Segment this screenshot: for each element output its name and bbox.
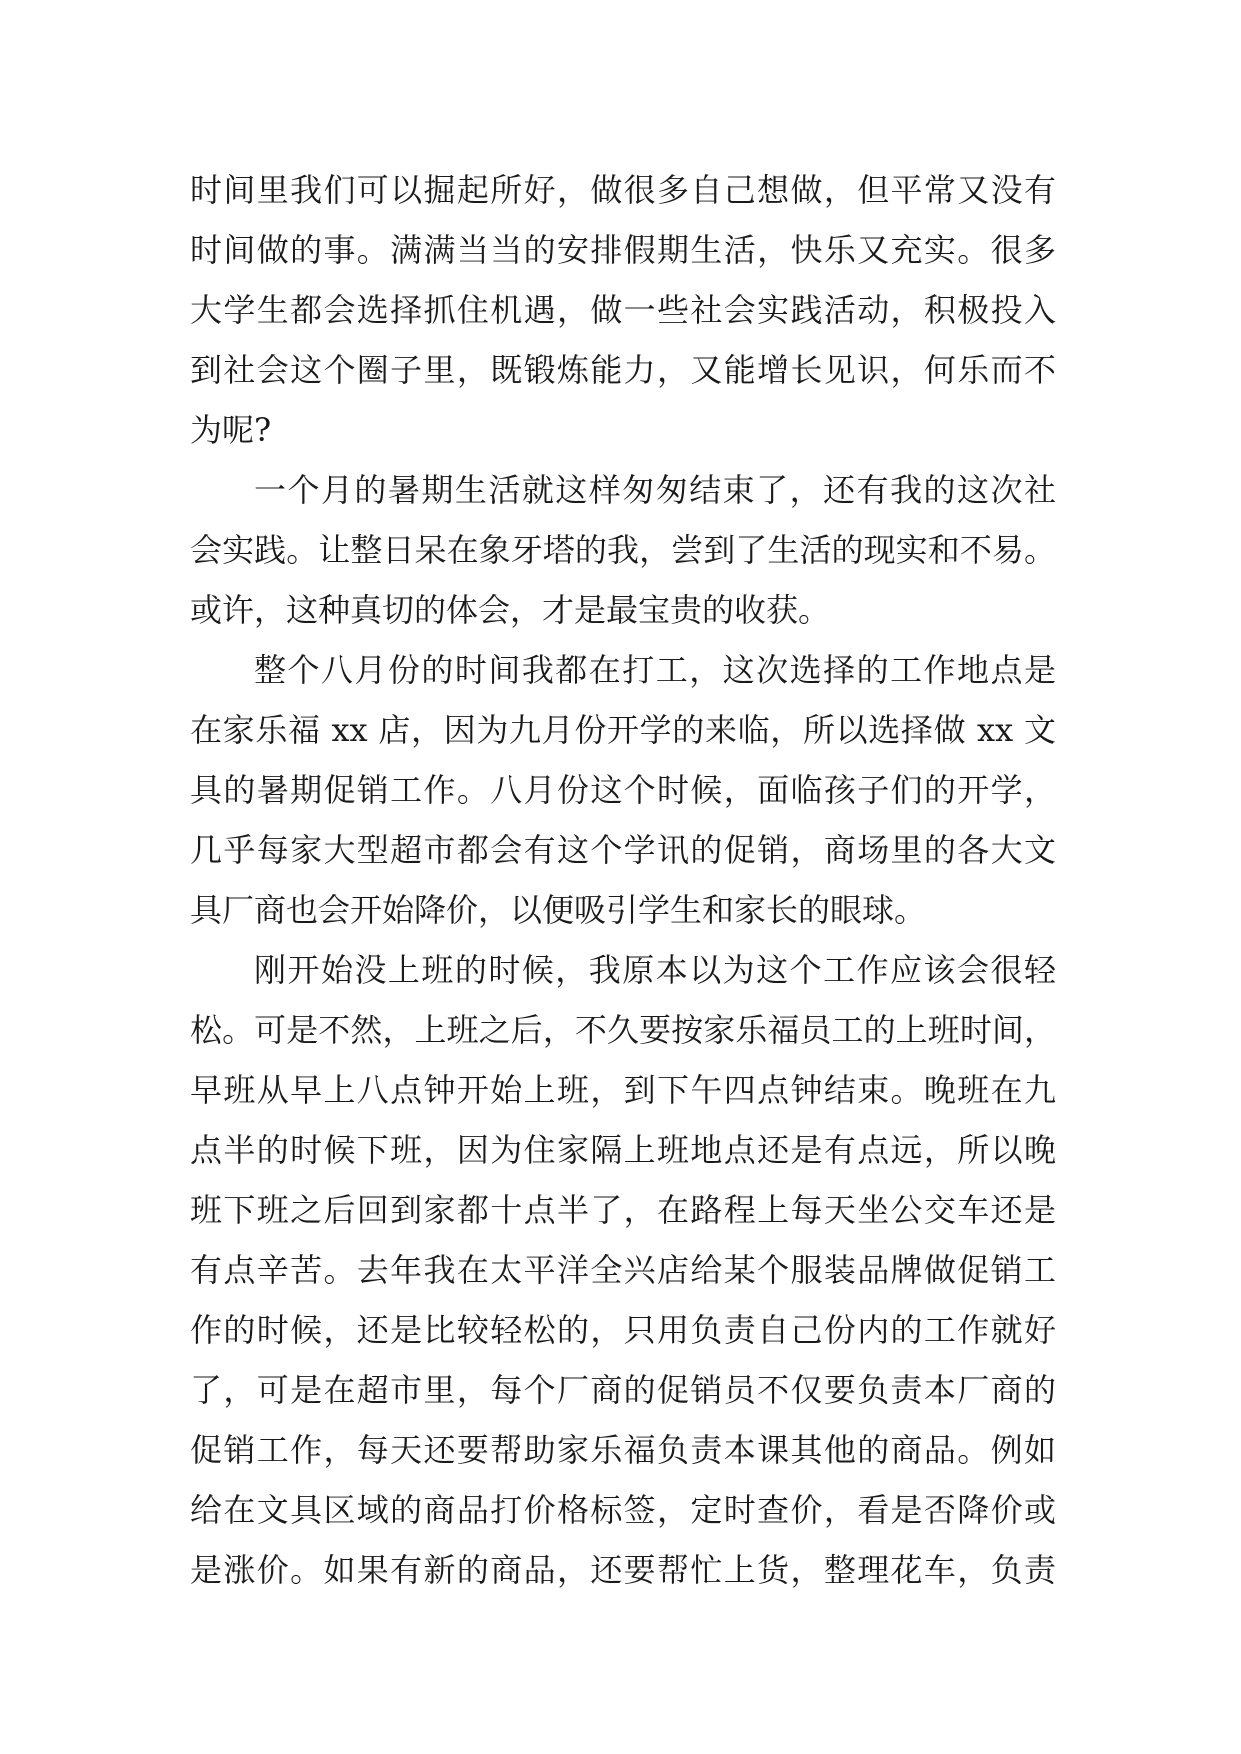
paragraph-line: 班下班之后回到家都十点半了，在路程上每天坐公交车还是 <box>190 1191 1056 1229</box>
paragraph-line: 早班从早上八点钟开始上班，到下午四点钟结束。晚班在九 <box>190 1071 1056 1109</box>
paragraph-line: 在家乐福 xx 店，因为九月份开学的来临，所以选择做 xx 文 <box>190 711 1056 749</box>
paragraph-line: 为呢? <box>190 411 272 449</box>
paragraph-line: 到社会这个圈子里，既锻炼能力，又能增长见识，何乐而不 <box>190 351 1056 389</box>
paragraph-first-line: 一个月的暑期生活就这样匆匆结束了，还有我的这次社 <box>254 471 1056 509</box>
paragraph-first-line: 刚开始没上班的时候，我原本以为这个工作应该会很轻 <box>254 951 1056 989</box>
paragraph-line: 松。可是不然，上班之后，不久要按家乐福员工的上班时间， <box>190 1011 1056 1049</box>
document-body <box>190 160 1056 1600</box>
paragraph-line: 了，可是在超市里，每个厂商的促销员不仅要负责本厂商的 <box>190 1371 1056 1409</box>
paragraph-first-line: 整个八月份的时间我都在打工，这次选择的工作地点是 <box>254 651 1056 689</box>
paragraph-line: 点半的时候下班，因为住家隔上班地点还是有点远，所以晚 <box>190 1131 1056 1169</box>
paragraph-line: 作的时候，还是比较轻松的，只用负责自己份内的工作就好 <box>190 1311 1056 1349</box>
paragraph-line: 大学生都会选择抓住机遇，做一些社会实践活动，积极投入 <box>190 291 1056 329</box>
paragraph-line: 是涨价。如果有新的商品，还要帮忙上货，整理花车，负责 <box>190 1551 1056 1589</box>
paragraph-line: 或许，这种真切的体会，才是最宝贵的收获。 <box>190 591 831 629</box>
paragraph-line: 几乎每家大型超市都会有这个学讯的促销，商场里的各大文 <box>190 831 1056 869</box>
paragraph-line: 时间里我们可以掘起所好，做很多自己想做，但平常又没有 <box>190 171 1056 209</box>
paragraph-line: 时间做的事。满满当当的安排假期生活，快乐又充实。很多 <box>190 231 1056 269</box>
paragraph-line: 给在文具区域的商品打价格标签，定时查价，看是否降价或 <box>190 1491 1056 1529</box>
paragraph-line: 促销工作，每天还要帮助家乐福负责本课其他的商品。例如 <box>190 1431 1056 1469</box>
paragraph-line: 有点辛苦。去年我在太平洋全兴店给某个服装品牌做促销工 <box>190 1251 1056 1289</box>
paragraph-line: 具的暑期促销工作。八月份这个时候，面临孩子们的开学， <box>190 771 1056 809</box>
paragraph-line: 具厂商也会开始降价，以便吸引学生和家长的眼球。 <box>190 891 927 929</box>
paragraph-line: 会实践。让整日呆在象牙塔的我，尝到了生活的现实和不易。 <box>190 531 1056 569</box>
